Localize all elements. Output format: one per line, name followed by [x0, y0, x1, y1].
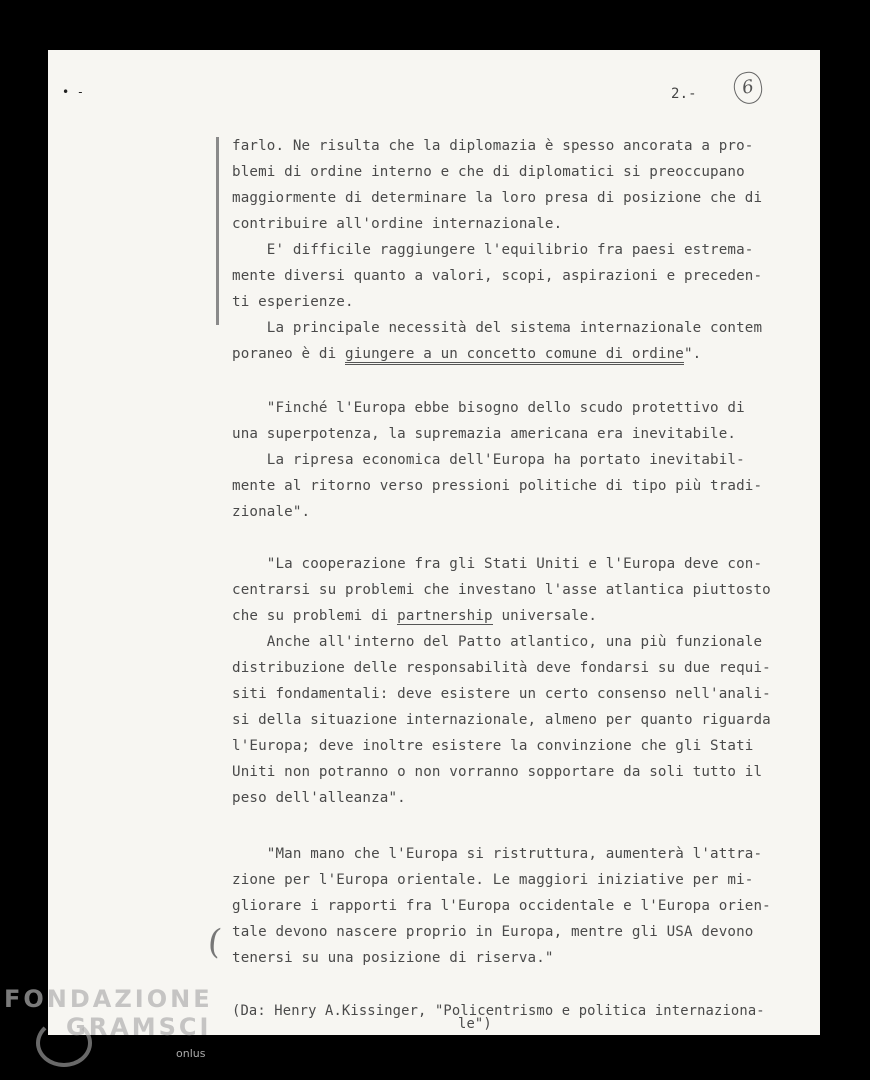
- text-line: peso dell'alleanza".: [232, 790, 406, 806]
- page-number: 2.-: [671, 86, 697, 102]
- closing-quote: ".: [683, 346, 702, 362]
- text-line: zionale".: [232, 504, 311, 520]
- margin-curl-mark: (: [205, 921, 224, 963]
- text-line: l'Europa; deve inoltre esistere la convinzione che gli Stati: [232, 738, 754, 754]
- margin-dots: • -: [62, 85, 85, 99]
- text-line: mente diversi quanto a valori, scopi, aspirazioni e preceden-: [232, 268, 763, 284]
- text-line: centrarsi su problemi che investano l'asse atlantica piuttosto: [232, 582, 771, 598]
- text-line: zione per l'Europa orientale. Le maggiori iniziative per mi-: [232, 872, 754, 888]
- watermark-line-1: FONDAZIONE: [4, 985, 213, 1013]
- margin-bracket-line: [216, 137, 219, 325]
- underlined-word: partnership: [397, 608, 493, 624]
- text-fragment: universale.: [492, 608, 598, 624]
- text-line: "Finché l'Europa ebbe bisogno dello scudo protettivo di: [232, 400, 745, 416]
- text-line: ti esperienze.: [232, 294, 354, 310]
- watermark-line-3: onlus: [176, 1047, 206, 1060]
- watermark-line-2: GRAMSCI: [66, 1013, 212, 1041]
- handwritten-circled-number: 6: [731, 70, 764, 106]
- text-line: maggiormente di determinare la loro presa di posizione che di: [232, 190, 763, 206]
- source-citation: (Da: Henry A.Kissinger, "Policentrismo e politica internaziona-: [232, 1003, 765, 1019]
- text-line: farlo. Ne risulta che la diplomazia è spesso ancorata a pro-: [232, 138, 754, 154]
- text-line: La principale necessità del sistema internazionale contem: [232, 320, 763, 336]
- text-line: una superpotenza, la supremazia americana era inevitabile.: [232, 426, 737, 442]
- text-line: siti fondamentali: deve esistere un certo consenso nell'anali-: [232, 686, 771, 702]
- text-line: tale devono nascere proprio in Europa, mentre gli USA devono: [232, 924, 754, 940]
- underlined-phrase: giungere a un concetto comune di ordine: [345, 346, 684, 365]
- text-line: La ripresa economica dell'Europa ha portato inevitabil-: [232, 452, 745, 468]
- text-line: E' difficile raggiungere l'equilibrio fra paesi estrema-: [232, 242, 754, 258]
- text-line: contribuire all'ordine internazionale.: [232, 216, 563, 232]
- text-fragment: che su problemi di: [232, 608, 398, 624]
- text-line: tenersi su una posizione di riserva.": [232, 950, 554, 966]
- text-line: [232, 608, 597, 624]
- text-line: si della situazione internazionale, almeno per quanto riguarda: [232, 712, 771, 728]
- source-citation-continuation: le"): [458, 1016, 492, 1032]
- text-line: gliorare i rapporti fra l'Europa occidentale e l'Europa orien-: [232, 898, 771, 914]
- text-line: distribuzione delle responsabilità deve fondarsi su due requi-: [232, 660, 771, 676]
- text-line: [232, 346, 701, 362]
- text-line: "La cooperazione fra gli Stati Uniti e l'Europa deve con-: [232, 556, 763, 572]
- text-line: blemi di ordine interno e che di diplomatici si preoccupano: [232, 164, 745, 180]
- text-fragment: poraneo è di: [232, 346, 345, 362]
- text-line: Uniti non potranno o non vorranno sopportare da soli tutto il: [232, 764, 763, 780]
- text-line: mente al ritorno verso pressioni politiche di tipo più tradi-: [232, 478, 763, 494]
- text-line: "Man mano che l'Europa si ristruttura, aumenterà l'attra-: [232, 846, 763, 862]
- text-line: Anche all'interno del Patto atlantico, una più funzionale: [232, 634, 763, 650]
